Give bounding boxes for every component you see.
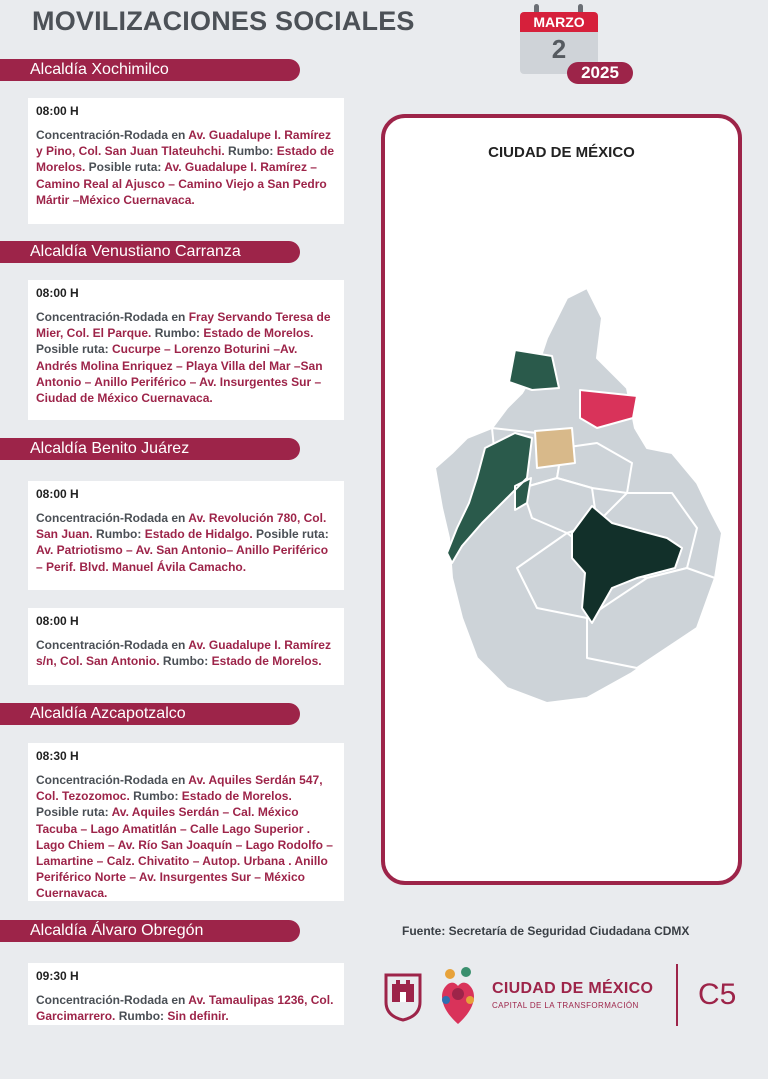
plain-text: Concentración-Rodada — [36, 511, 169, 525]
event-time: 08:00 H — [36, 487, 79, 501]
plain-text: en — [168, 128, 189, 142]
plain-text: Rumbo: — [92, 527, 145, 542]
event-card — [28, 98, 344, 224]
plain-text: Concentración-Rodada — [36, 993, 169, 1007]
event-time: 08:00 H — [36, 614, 79, 628]
highlight-text: Av. Patriotismo – Av. San Antonio– Anillo Periférico – Perif. Blvd. Manuel Ávila Camacho. — [36, 543, 329, 574]
highlight-text: Fray Servando Teresa de Mier, Col. El Parque. — [36, 310, 331, 341]
highlight-text: Cucurpe – Lorenzo Boturini –Av. Andrés Molina Enriquez – Playa Villa del Mar –San Antonio – Anillo Periférico – Av. Insurgentes Sur –Ciudad de México Cuernavaca. — [36, 342, 323, 406]
plain-text: Concentración-Rodada — [36, 638, 169, 652]
plain-text: Posible ruta: — [252, 527, 329, 542]
calendar-day: 2 — [520, 32, 598, 74]
source-note: Fuente: Secretaría de Seguridad Ciudadana CDMX — [402, 924, 690, 938]
event-card — [28, 280, 344, 420]
brand-tagline: CAPITAL DE LA TRANSFORMACIÓN — [492, 1001, 639, 1010]
cdmx-map — [397, 278, 727, 708]
event-time: 08:00 H — [36, 286, 79, 300]
highlight-text: Av. Guadalupe I. Ramírez – Camino Real al Ajusco – Camino Viejo a San Pedro Mártir –México Cuernavaca. — [36, 160, 327, 207]
plain-text: Concentración-Rodada — [36, 310, 169, 324]
section-header-xochimilco: Alcaldía Xochimilco — [0, 59, 300, 81]
cdmx-shield-logo-icon — [383, 972, 423, 1022]
event-card — [28, 963, 344, 1025]
section-header-azcapotzalco: Alcaldía Azcapotzalco — [0, 703, 300, 725]
page-title: MOVILIZACIONES SOCIALES — [32, 6, 415, 36]
highlight-text: Av. Revolución 780, Col. San Juan. — [36, 511, 327, 542]
section-header-benito-juarez: Alcaldía Benito Juárez — [0, 438, 300, 460]
brand-block — [492, 980, 653, 1010]
plain-text: Rumbo: — [129, 789, 182, 804]
footer-divider — [676, 964, 678, 1026]
highlight-text: Av. Aquiles Serdán – Cal. México Tacuba – Lago Amatitlán – Calle Lago Superior . Lago Chiem – Av. Río San Joaquín – Lago Rodolfo –Lamartine – Calz. Chivatito – Autop. Urbana . Anillo Periférico Norte – Av. Insurgentes Sur – México Cuernavaca. — [36, 805, 333, 901]
event-time: 08:30 H — [36, 749, 79, 763]
heart-flower-logo-icon — [434, 964, 482, 1028]
highlight-text: Estado de Morelos. — [181, 789, 292, 804]
highlight-text: Estado de Hidalgo. — [144, 527, 253, 542]
event-description — [36, 637, 336, 669]
event-description — [36, 510, 336, 575]
event-card — [28, 743, 344, 901]
map-title: CIUDAD DE MÉXICO — [488, 144, 635, 161]
plain-text: en — [168, 773, 189, 787]
section-header-alvaro-obregon: Alcaldía Álvaro Obregón — [0, 920, 300, 942]
event-description — [36, 309, 336, 406]
plain-text: Posible ruta: — [36, 342, 113, 357]
plain-text: Rumbo: — [115, 1009, 168, 1024]
event-description — [36, 992, 336, 1024]
highlight-text: Av. Aquiles Serdán 547, Col. Tezozomoc. — [36, 773, 323, 804]
calendar-year: 2025 — [567, 62, 633, 84]
plain-text: Rumbo: — [159, 654, 212, 669]
highlight-text: Av. Tamaulipas 1236, Col. Garcimarrero. — [36, 993, 334, 1024]
map-panel — [381, 114, 742, 885]
section-header-venustiano-carranza: Alcaldía Venustiano Carranza — [0, 241, 300, 263]
plain-text: en — [168, 511, 189, 525]
highlight-text: Av. Guadalupe I. Ramírez s/n, Col. San Antonio. — [36, 638, 331, 669]
plain-text: en — [168, 310, 189, 324]
event-card — [28, 481, 344, 590]
plain-text: Posible ruta: — [85, 160, 165, 175]
highlight-text: Estado de Morelos. — [203, 326, 314, 341]
calendar-badge — [520, 4, 619, 82]
plain-text: Concentración-Rodada — [36, 773, 169, 787]
plain-text: Rumbo: — [224, 144, 277, 159]
event-time: 09:30 H — [36, 969, 79, 983]
highlight-text: Estado de Morelos. — [211, 654, 322, 669]
plain-text: Posible ruta: — [36, 805, 112, 820]
event-description — [36, 127, 336, 208]
calendar-month: MARZO — [520, 12, 598, 32]
brand-name: CIUDAD DE MÉXICO — [492, 980, 654, 997]
plain-text: en — [168, 638, 189, 652]
plain-text: Rumbo: — [151, 326, 204, 341]
highlight-text: Av. Guadalupe I. Ramírez y Pino, Col. San Juan Tlateuhchi. — [36, 128, 331, 159]
event-description — [36, 772, 336, 902]
c5-logo: C5 — [698, 978, 737, 1011]
event-time: 08:00 H — [36, 104, 79, 118]
highlight-text: Estado de Morelos. — [36, 144, 335, 175]
highlight-text: Sin definir. — [167, 1009, 229, 1024]
map-region-benito-juarez — [535, 428, 575, 468]
event-card — [28, 608, 344, 685]
plain-text: Concentración-Rodada — [36, 128, 169, 142]
map-region-azcapotzalco — [509, 350, 559, 390]
plain-text: en — [168, 993, 189, 1007]
